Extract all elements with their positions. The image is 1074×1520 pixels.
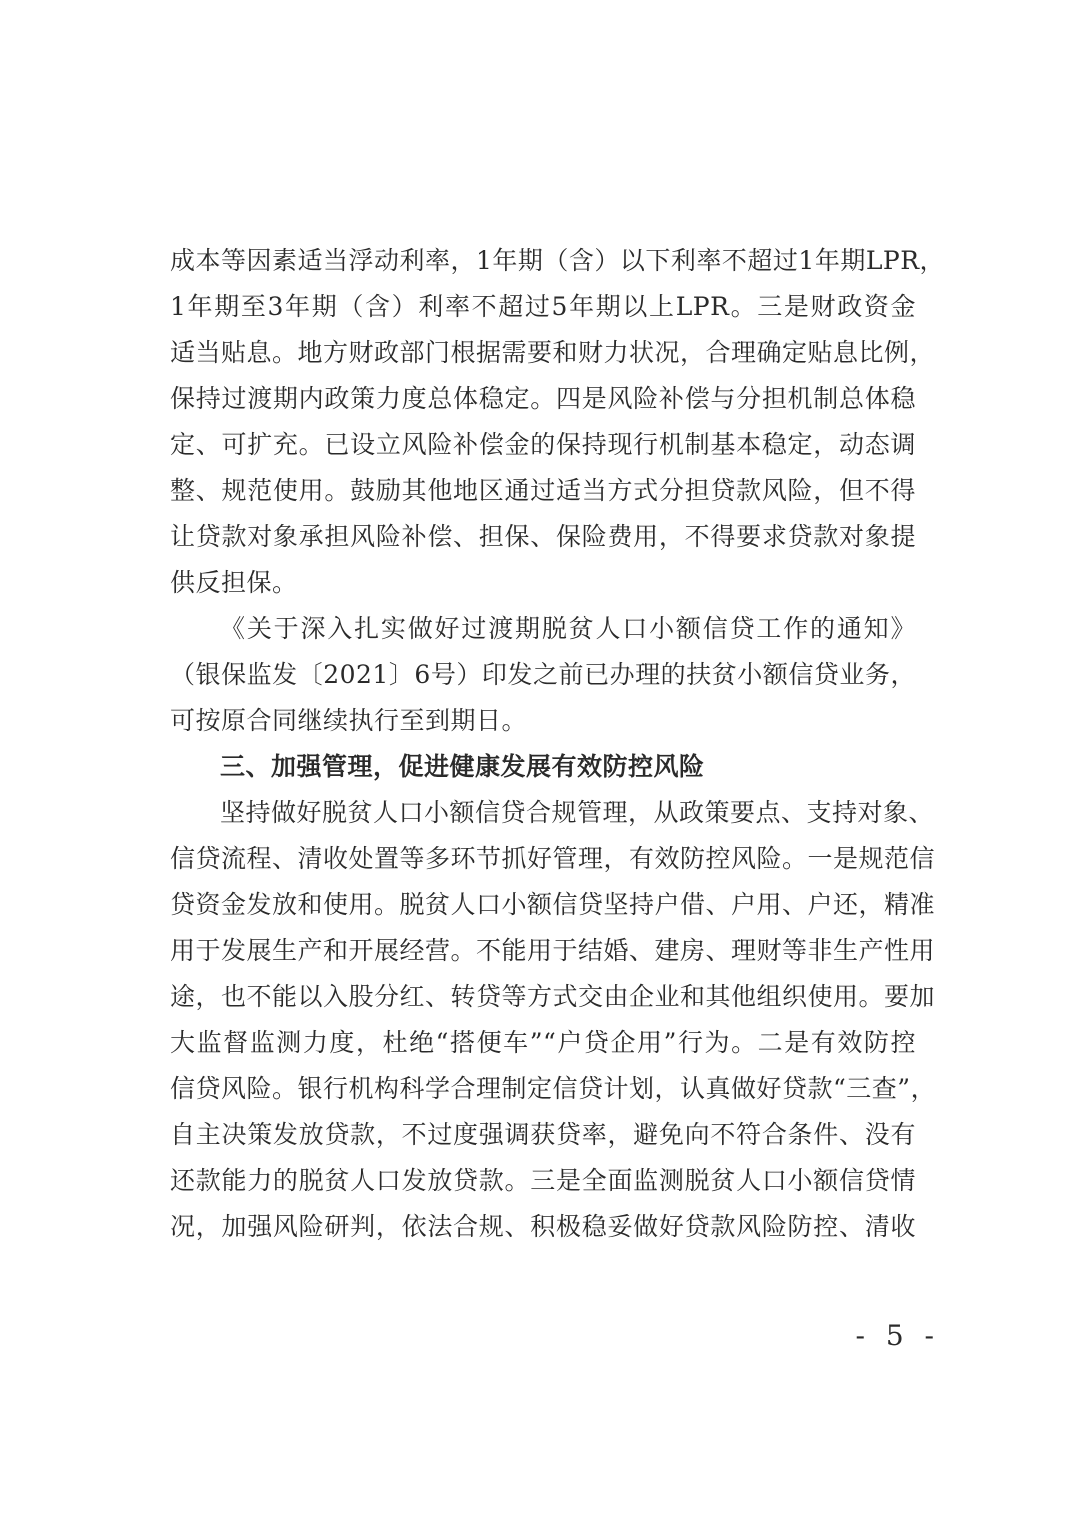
paragraph-line: 途，也不能以入股分红、转贷等方式交由企业和其他组织使用。要加 <box>170 982 936 1011</box>
paragraph-line: 用于发展生产和开展经营。不能用于结婚、建房、理财等非生产性用 <box>170 936 936 965</box>
paragraph-line: 让贷款对象承担风险补偿、担保、保险费用，不得要求贷款对象提 <box>170 522 916 551</box>
paragraph-line: 保持过渡期内政策力度总体稳定。四是风险补偿与分担机制总体稳 <box>170 384 916 413</box>
paragraph-line: 定、可扩充。已设立风险补偿金的保持现行机制基本稳定，动态调 <box>170 430 916 459</box>
paragraph-line: 自主决策发放贷款，不过度强调获贷率，避免向不符合条件、没有 <box>170 1120 916 1149</box>
paragraph-line: 整、规范使用。鼓励其他地区通过适当方式分担贷款风险，但不得 <box>170 476 916 505</box>
paragraph-line: 坚持做好脱贫人口小额信贷合规管理，从政策要点、支持对象、 <box>220 798 935 827</box>
paragraph-line: 1年期至3年期（含）利率不超过5年期以上LPR。三是财政资金 <box>170 292 916 321</box>
section-heading: 三、加强管理，促进健康发展有效防控风险 <box>220 752 705 781</box>
page-number: - 5 - <box>855 1319 940 1352</box>
paragraph-line: 供反担保。 <box>170 568 298 597</box>
paragraph-line: 信贷风险。银行机构科学合理制定信贷计划，认真做好贷款“三查”， <box>170 1074 937 1103</box>
paragraph-line: 大监督监测力度，杜绝“搭便车”“户贷企用”行为。二是有效防控 <box>170 1028 916 1057</box>
paragraph-line: 况，加强风险研判，依法合规、积极稳妥做好贷款风险防控、清收 <box>170 1212 916 1241</box>
paragraph-line: 适当贴息。地方财政部门根据需要和财力状况，合理确定贴息比例， <box>170 338 936 367</box>
paragraph-line: 成本等因素适当浮动利率，1年期（含）以下利率不超过1年期LPR， <box>170 246 946 275</box>
paragraph-line: 可按原合同继续执行至到期日。 <box>170 706 528 735</box>
paragraph-line: 还款能力的脱贫人口发放贷款。三是全面监测脱贫人口小额信贷情 <box>170 1166 916 1195</box>
paragraph-line: （银保监发〔2021〕6号）印发之前已办理的扶贫小额信贷业务， <box>170 660 916 689</box>
paragraph-line: 信贷流程、清收处置等多环节抓好管理，有效防控风险。一是规范信 <box>170 844 936 873</box>
paragraph-line: 贷资金发放和使用。脱贫人口小额信贷坚持户借、户用、户还，精准 <box>170 890 936 919</box>
paragraph-line: 《关于深入扎实做好过渡期脱贫人口小额信贷工作的通知》 <box>220 614 916 643</box>
